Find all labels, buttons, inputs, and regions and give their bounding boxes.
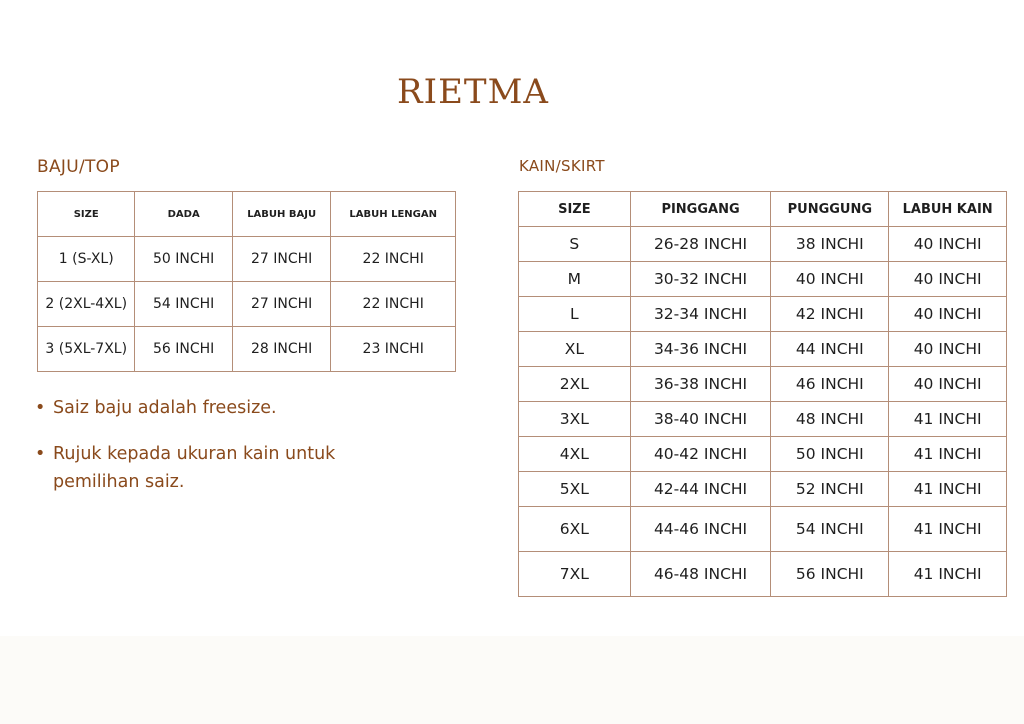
column-header: DADA	[135, 192, 232, 237]
table-cell: 56 INCHI	[135, 327, 232, 372]
table-cell: 22 INCHI	[331, 237, 456, 282]
table-cell: 44-46 INCHI	[630, 507, 771, 552]
bullet-icon: •	[35, 444, 46, 464]
table-cell: 30-32 INCHI	[630, 262, 771, 297]
table-cell: 27 INCHI	[232, 282, 330, 327]
table-cell: 41 INCHI	[889, 472, 1007, 507]
table-cell: L	[519, 297, 631, 332]
page-footer-band	[0, 636, 1024, 724]
table-row	[38, 327, 456, 372]
brand-logo: RIETMA	[397, 72, 549, 112]
table-cell: 42 INCHI	[771, 297, 889, 332]
column-header: PUNGGUNG	[771, 192, 889, 227]
table-row	[38, 282, 456, 327]
table-cell: M	[519, 262, 631, 297]
table-cell: 2 (2XL-4XL)	[38, 282, 135, 327]
table-cell: 6XL	[519, 507, 631, 552]
table-cell: 28 INCHI	[232, 327, 330, 372]
table-cell: 56 INCHI	[771, 552, 889, 597]
table-cell: 26-28 INCHI	[630, 227, 771, 262]
table-cell: 32-34 INCHI	[630, 297, 771, 332]
table-header-row	[519, 192, 1007, 227]
table-cell: 22 INCHI	[331, 282, 456, 327]
table-cell: 52 INCHI	[771, 472, 889, 507]
bullet-icon: •	[35, 398, 46, 418]
table-cell: 23 INCHI	[331, 327, 456, 372]
note-text: Saiz baju adalah freesize.	[53, 398, 277, 418]
table-cell: 38 INCHI	[771, 227, 889, 262]
note-item	[33, 440, 393, 496]
table-cell: 2XL	[519, 367, 631, 402]
table-row	[519, 552, 1007, 597]
size-notes	[33, 394, 393, 496]
column-header: LABUH KAIN	[889, 192, 1007, 227]
table-cell: 50 INCHI	[771, 437, 889, 472]
table-row	[519, 227, 1007, 262]
table-row	[519, 507, 1007, 552]
table-cell: 40 INCHI	[771, 262, 889, 297]
table-cell: 40-42 INCHI	[630, 437, 771, 472]
table-cell: 34-36 INCHI	[630, 332, 771, 367]
table-cell: 54 INCHI	[771, 507, 889, 552]
table-cell: 40 INCHI	[889, 367, 1007, 402]
skirt-size-table	[518, 191, 1007, 597]
table-cell: 41 INCHI	[889, 507, 1007, 552]
top-size-table	[37, 191, 456, 372]
column-header: SIZE	[38, 192, 135, 237]
table-row	[519, 297, 1007, 332]
table-cell: 3 (5XL-7XL)	[38, 327, 135, 372]
top-section-title: BAJU/TOP	[37, 157, 120, 177]
table-row	[519, 402, 1007, 437]
table-cell: 7XL	[519, 552, 631, 597]
table-cell: 50 INCHI	[135, 237, 232, 282]
skirt-section-title: KAIN/SKIRT	[519, 157, 605, 175]
note-item	[33, 394, 393, 422]
table-cell: 40 INCHI	[889, 332, 1007, 367]
table-header-row	[38, 192, 456, 237]
table-cell: 3XL	[519, 402, 631, 437]
table-cell: 48 INCHI	[771, 402, 889, 437]
table-cell: 5XL	[519, 472, 631, 507]
table-cell: 41 INCHI	[889, 402, 1007, 437]
table-cell: 1 (S-XL)	[38, 237, 135, 282]
column-header: PINGGANG	[630, 192, 771, 227]
note-text: Rujuk kepada ukuran kain untuk pemilihan saiz.	[53, 444, 336, 492]
table-cell: 40 INCHI	[889, 297, 1007, 332]
table-row	[519, 332, 1007, 367]
table-cell: 40 INCHI	[889, 227, 1007, 262]
table-cell: 41 INCHI	[889, 437, 1007, 472]
column-header: LABUH BAJU	[232, 192, 330, 237]
table-cell: S	[519, 227, 631, 262]
table-row	[519, 437, 1007, 472]
table-cell: 41 INCHI	[889, 552, 1007, 597]
table-cell: 40 INCHI	[889, 262, 1007, 297]
table-row	[519, 472, 1007, 507]
table-cell: 46 INCHI	[771, 367, 889, 402]
table-cell: 42-44 INCHI	[630, 472, 771, 507]
column-header: LABUH LENGAN	[331, 192, 456, 237]
table-cell: 54 INCHI	[135, 282, 232, 327]
column-header: SIZE	[519, 192, 631, 227]
table-cell: 46-48 INCHI	[630, 552, 771, 597]
table-cell: 27 INCHI	[232, 237, 330, 282]
table-cell: 36-38 INCHI	[630, 367, 771, 402]
table-row	[519, 262, 1007, 297]
table-row	[38, 237, 456, 282]
table-cell: 38-40 INCHI	[630, 402, 771, 437]
table-row	[519, 367, 1007, 402]
table-cell: 4XL	[519, 437, 631, 472]
table-cell: XL	[519, 332, 631, 367]
table-cell: 44 INCHI	[771, 332, 889, 367]
